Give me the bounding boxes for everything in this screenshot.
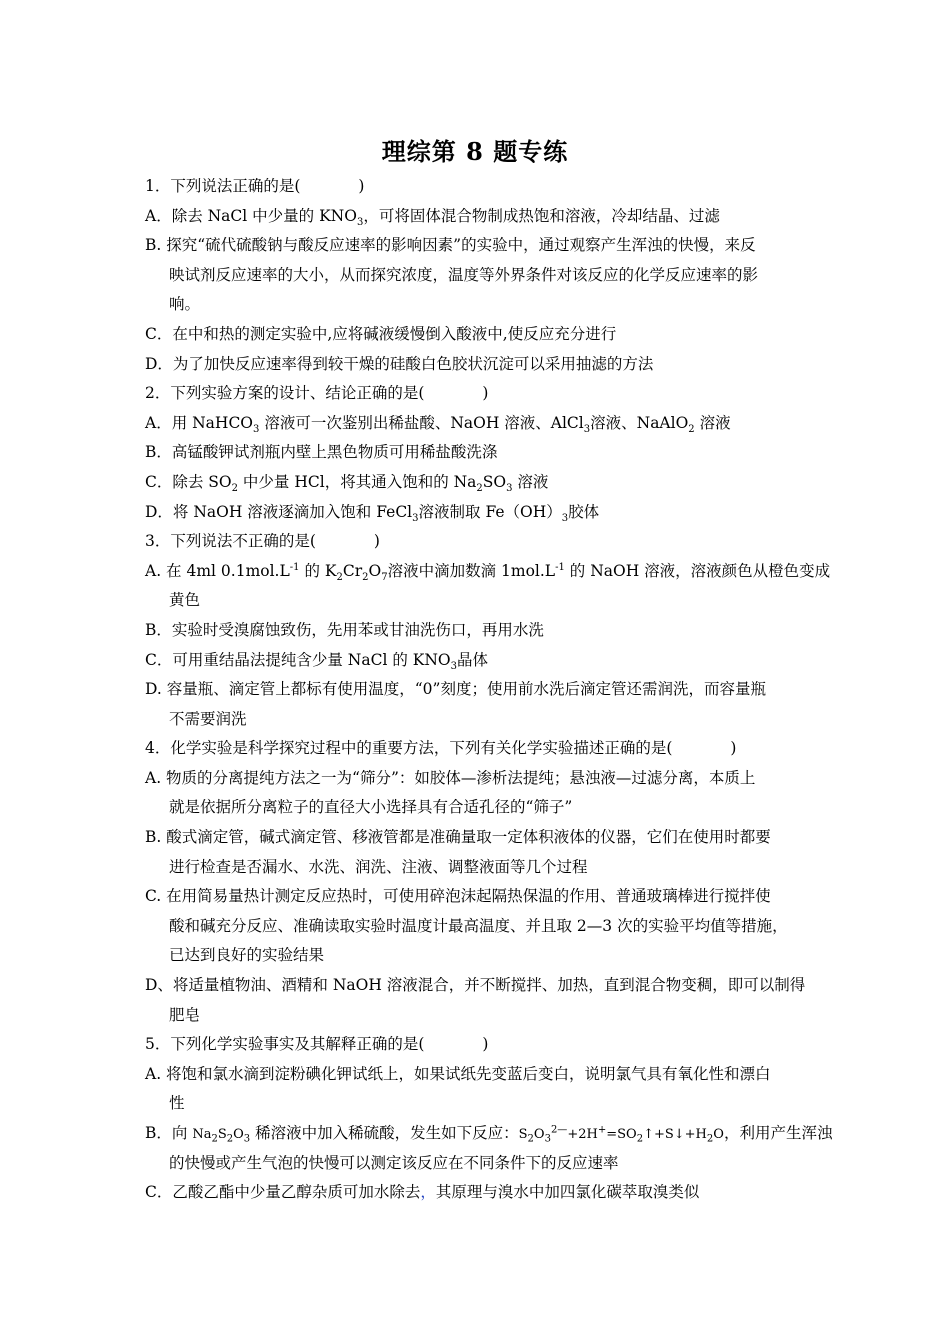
question-2-stem: 2．下列实验方案的设计、结论正确的是( ): [145, 384, 489, 403]
question-1-option-d: D．为了加快反应速率得到较干燥的硅酸白色胶状沉淀可以采用抽滤的方法: [145, 354, 654, 373]
question-3-option-d-cont: 不需要润洗: [169, 709, 247, 728]
question-3-option-c: C．可用重结晶法提纯含少量 NaCl 的 $KNO_3$晶体: [145, 650, 489, 672]
question-2-option-a: A．用 NaHCO$_3$ 溶液可一次鉴别出稀盐酸、NaOH 溶液、AlCl$_3$溶液、NaAlO$_2$ 溶液: [145, 413, 731, 435]
question-3-stem: 3．下列说法不正确的是( ): [145, 532, 380, 551]
question-4-option-b-cont: 进行检查是否漏水、水洗、润洗、注液、调整液面等几个过程: [169, 857, 588, 876]
question-1-option-c: C．在中和热的测定实验中,应将碱液缓慢倒入酸液中,使反应充分进行: [145, 324, 617, 343]
question-1-option-b-cont: 映试剂反应速率的大小，从而探究浓度，温度等外界条件对该反应的化学反应速率的影: [169, 265, 759, 284]
question-1-option-a: A．除去 NaCl 中少量的 $KNO_3$，可将固体混合物制成热饱和溶液，冷却结晶、过滤: [145, 206, 720, 228]
question-4-stem: 4．化学实验是科学探究过程中的重要方法，下列有关化学实验描述正确的是( ): [145, 739, 737, 758]
question-1-stem: 1．下列说法正确的是( ): [145, 177, 365, 195]
question-4-option-b: B. 酸式滴定管，碱式滴定管、移液管都是准确量取一定体积液体的仪器，它们在使用时都要: [145, 828, 771, 847]
question-1-option-b-cont: 响。: [169, 295, 201, 314]
question-3-option-d: D. 容量瓶、滴定管上都标有使用温度，“0”刻度；使用前水洗后滴定管还需润洗，而容量瓶: [145, 680, 766, 699]
question-4-option-a-cont: 就是依据所分离粒子的直径大小选择具有合适孔径的“筛子”: [169, 798, 573, 817]
question-2-option-c: C．除去 $SO_2$ 中少量 HCl，将其通入饱和的 $Na_2SO_3$ 溶液: [145, 472, 549, 495]
question-5-option-c: C．乙酸乙酯中少量乙醇杂质可加水除去，其原理与溴水中加四氯化碳萃取溴类似: [145, 1183, 700, 1202]
question-5-option-a: A. 将饱和氯水滴到淀粉碘化钾试纸上，如果试纸先变蓝后变白，说明氯气具有氧化性和漂白: [145, 1064, 771, 1083]
question-4-option-d-cont: 肥皂: [169, 1005, 201, 1024]
question-3-option-a-cont: 黄色: [169, 591, 201, 610]
question-5-option-b: B．向 $Na_2S_2O_3$ 稀溶液中加入稀硫酸，发生如下反应：$S_2O_3^{2—}+2H^+=SO_2↑+S↓+H_2O$，利用产生浑浊: [145, 1124, 833, 1145]
question-4-option-c-cont: 酸和碱充分反应、准确读取实验时温度计最高温度、并且取 2—3 次的实验平均值等措施，: [169, 916, 788, 935]
question-4-option-c-cont: 已达到良好的实验结果: [169, 946, 325, 965]
question-4-option-c: C. 在用简易量热计测定反应热时，可使用碎泡沫起隔热保温的作用、普通玻璃棒进行搅拌使: [145, 887, 771, 906]
question-2-option-d: D．将 NaOH 溶液逐滴加入饱和 FeCl$_3$溶液制取 $Fe(OH)_3$胶体: [145, 502, 600, 524]
question-3-option-b: B．实验时受溴腐蚀致伤，先用苯或甘油洗伤口，再用水洗: [145, 620, 544, 639]
question-1-option-b: B. 探究“硫代硫酸钠与酸反应速率的影响因素”的实验中，通过观察产生浑浊的快慢，来反: [145, 236, 756, 255]
question-5-option-b-cont: 的快慢或产生气泡的快慢可以测定该反应在不同条件下的反应速率: [169, 1153, 619, 1172]
question-list: [145, 172, 833, 1208]
question-4-option-d: D、将适量植物油、酒精和 NaOH 溶液混合，并不断搅拌、加热，直到混合物变稠，即可以制得: [145, 976, 806, 995]
question-4-option-a: A. 物质的分离提纯方法之一为“筛分”：如胶体—渗析法提纯；悬浊液—过滤分离，本质上: [145, 768, 756, 787]
question-3-option-a: A. 在 4ml $0.1mol.L^{-1}$ 的 $K_2Cr_2O_7$溶液中滴加数滴 $1mol.L^{-1}$ 的 NaOH 溶液，溶液颜色从橙色变成: [145, 561, 831, 583]
question-2-option-b: B．高锰酸钾试剂瓶内壁上黑色物质可用稀盐酸洗涤: [145, 443, 498, 462]
question-5-option-a-cont: 性: [169, 1094, 185, 1113]
question-5-stem: 5．下列化学实验事实及其解释正确的是( ): [145, 1035, 489, 1054]
page-title: 理综第 8 题专练: [381, 137, 569, 166]
